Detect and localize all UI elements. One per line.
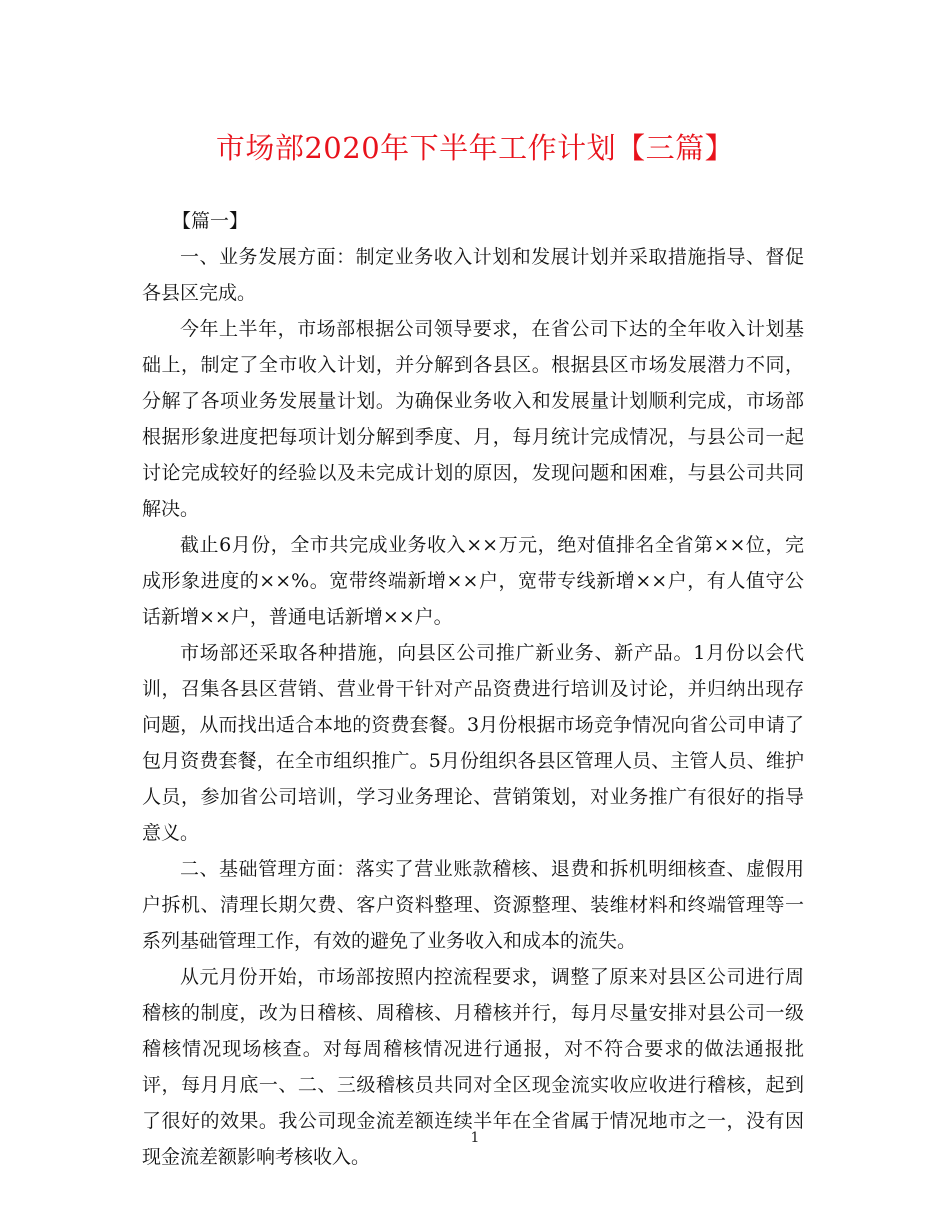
paragraph: 从元月份开始，市场部按照内控流程要求，调整了原来对县区公司进行周稽核的制度，改为日稽核、周稽核、月稽核并行，每月尽量安排对县公司一级稽核情况现场核查。对每周稽核情况进行通报，对不符合要求的做法通报批评，每月月底一、二、三级稽核员共同对全区现金流实收应收进行稽核，起到了很好的效果。我公司现金流差额连续半年在全省属于情况地市之一，没有因现金流差额影响考核收入。 (142, 966, 804, 1168)
document-body (142, 203, 804, 1175)
page-number: 1 (470, 1130, 480, 1146)
paragraph: 截止6月份，全市共完成业务收入××万元，绝对值排名全省第××位，完成形象进度的××%。宽带终端新增××户，宽带专线新增××户，有人值守公话新增××户，普通电话新增××户。 (142, 534, 804, 628)
paragraph: 今年上半年，市场部根据公司领导要求，在省公司下达的全年收入计划基础上，制定了全市收入计划，并分解到各县区。根据县区市场发展潜力不同，分解了各项业务发展量计划。为确保业务收入和发展量计划顺利完成，市场部根据形象进度把每项计划分解到季度、月，每月统计完成情况，与县公司一起讨论完成较好的经验以及未完成计划的原因，发现问题和困难，与县公司共同解决。 (142, 318, 804, 520)
paragraph: 市场部还采取各种措施，向县区公司推广新业务、新产品。1月份以会代训，召集各县区营销、营业骨干针对产品资费进行培训及讨论，并归纳出现存问题，从而找出适合本地的资费套餐。3月份根据市场竞争情况向省公司申请了包月资费套餐，在全市组织推广。5月份组织各县区管理人员、主管人员、维护人员，参加省公司培训，学习业务理论、营销策划，对业务推广有很好的指导意义。 (142, 642, 804, 844)
section-label: 【篇一】 (172, 210, 249, 232)
paragraph: 一、业务发展方面：制定业务收入计划和发展计划并采取措施指导、督促各县区完成。 (142, 246, 804, 304)
document-title: 市场部2020年下半年工作计划【三篇】 (215, 131, 735, 165)
paragraph: 二、基础管理方面：落实了营业账款稽核、退费和拆机明细核查、虚假用户拆机、清理长期欠费、客户资料整理、资源整理、装维材料和终端管理等一系列基础管理工作，有效的避免了业务收入和成本的流失。 (142, 858, 804, 952)
